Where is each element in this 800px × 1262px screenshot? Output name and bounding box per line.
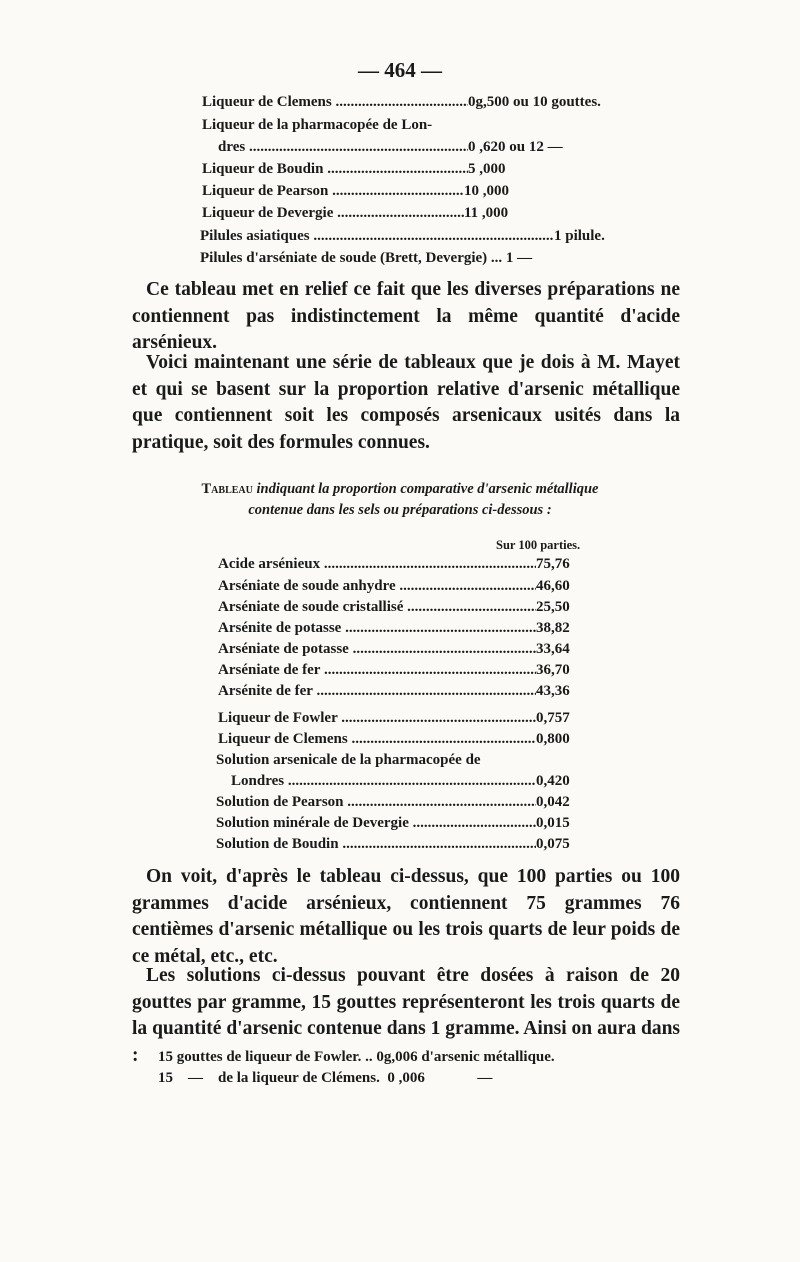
- paragraph-text: Ce tableau met en relief ce fait que les diverses préparations ne contiennent pas indistinctement la même quantité d'acide arsénieux.: [132, 279, 680, 353]
- table-label: Arséniate de potasse .....: [218, 639, 536, 660]
- table-value: 25,50: [536, 599, 570, 615]
- caption-lead: Tableau: [201, 481, 253, 497]
- paragraph: [132, 277, 680, 357]
- footer-line: 15 gouttes de liqueur de Fowler. .. 0g,006 d'arsenic métallique.: [158, 1049, 555, 1065]
- paragraph: [132, 350, 680, 456]
- dose-row: [218, 137, 563, 158]
- table-row: [218, 708, 570, 729]
- dose-value: 10 ,000: [464, 183, 509, 199]
- table-label: Liqueur de Fowler .....: [218, 708, 536, 729]
- dose-value: 0g,500 ou 10 gouttes.: [468, 94, 601, 110]
- table-row: [218, 554, 570, 575]
- paragraph: [132, 864, 680, 970]
- table-value: 0,075: [536, 836, 570, 852]
- table-caption: [120, 479, 680, 500]
- table-caption: [120, 500, 680, 521]
- dose-label: Pilules d'arséniate de soude (Brett, Devergie): [200, 250, 488, 266]
- table-header: Sur 100 parties.: [496, 538, 581, 552]
- table-value: 0,757: [536, 710, 570, 726]
- table-value: 75,76: [536, 556, 570, 572]
- table-label: Arsénite de potasse .....: [218, 618, 536, 639]
- table-value: 46,60: [536, 578, 570, 594]
- table-value: 33,64: [536, 641, 570, 657]
- table-value: 38,82: [536, 620, 570, 636]
- dose-value: 11 ,000: [464, 205, 509, 221]
- table-value: 36,70: [536, 662, 570, 678]
- table-label: Arsénite de fer .....: [218, 681, 536, 702]
- dose-value: 1 pilule.: [554, 228, 605, 244]
- table-row: [218, 618, 570, 639]
- dose-row: Pilules d'arséniate de soude (Brett, Devergie) ... 1 —: [200, 248, 532, 269]
- table-value: 0,015: [536, 815, 570, 831]
- table-row: [231, 771, 570, 792]
- page-number: — 464 —: [358, 58, 442, 82]
- table-label: Solution de Pearson .....: [216, 792, 536, 813]
- dose-label: Liqueur de Devergie .....: [202, 203, 464, 224]
- dose-value: 5 ,000: [468, 161, 506, 177]
- table-label: Arséniate de soude anhydre .....: [218, 576, 536, 597]
- dose-row: [202, 203, 508, 224]
- dose-row: [202, 115, 432, 136]
- table-label: Solution de Boudin .....: [216, 834, 536, 855]
- paragraph-text: On voit, d'après le tableau ci-dessus, que 100 parties ou 100 grammes d'acide arsénieux, contiennent 75 grammes 76 centièmes d'arsenic métallique ou les trois quarts de leur poids de ce métal, etc., etc.: [132, 866, 680, 967]
- table-row: [218, 729, 570, 750]
- table-row: [218, 597, 570, 618]
- table-label: Solution minérale de Devergie .....: [216, 813, 536, 834]
- paragraph-text: Les solutions ci-dessus pouvant être dosées à raison de 20 gouttes par gramme, 15 gouttes représenteront les trois quarts de la quantité d'arsenic contenue dans 1 gramme. Ainsi on aura dans :: [132, 965, 680, 1066]
- dose-row: [202, 92, 601, 113]
- table-label: Londres .....: [231, 771, 536, 792]
- dose-label: dres .....: [218, 137, 468, 158]
- table-value: 43,36: [536, 683, 570, 699]
- table-row: [216, 792, 570, 813]
- dose-row: [202, 181, 509, 202]
- footer-line: 15 — de la liqueur de Clémens. 0 ,006 —: [158, 1070, 493, 1086]
- table-value: 0,420: [536, 773, 570, 789]
- table-label: Arséniate de soude cristallisé .....: [218, 597, 536, 618]
- table-value: 0,800: [536, 731, 570, 747]
- table-row: [216, 834, 570, 855]
- table-label: Acide arsénieux .....: [218, 554, 536, 575]
- dose-label: Liqueur de la pharmacopée de Lon-: [202, 117, 433, 133]
- table-label: Solution arsenicale de la pharmacopée de: [216, 752, 481, 768]
- table-label: Arséniate de fer .....: [218, 660, 536, 681]
- dose-label: Liqueur de Boudin .....: [202, 159, 468, 180]
- table-row: [218, 576, 570, 597]
- caption-line: indiquant la proportion comparative d'arsenic métallique: [252, 481, 599, 497]
- dose-row: [202, 159, 506, 180]
- table-row: [218, 639, 570, 660]
- table-row: [216, 750, 481, 771]
- table-value: 0,042: [536, 794, 570, 810]
- dose-row: [200, 226, 605, 247]
- table-label: Liqueur de Clemens .....: [218, 729, 536, 750]
- dose-value: 1 —: [505, 250, 533, 266]
- dose-label: Pilules asiatiques .....: [200, 226, 554, 247]
- dose-value: 0 ,620 ou 12 —: [468, 139, 563, 155]
- table-row: [218, 681, 570, 702]
- table-row: [216, 813, 570, 834]
- dose-label: Liqueur de Pearson .....: [202, 181, 464, 202]
- dose-label: Liqueur de Clemens .....: [202, 92, 468, 113]
- table-row: [218, 660, 570, 681]
- caption-line: contenue dans les sels ou préparations ci-dessous :: [248, 502, 552, 518]
- paragraph-text: Voici maintenant une série de tableaux que je dois à M. Mayet et qui se basent sur la proportion relative d'arsenic métallique que contiennent soit les composés arsenicaux usités dans la pratique, soit des formules connues.: [132, 352, 680, 453]
